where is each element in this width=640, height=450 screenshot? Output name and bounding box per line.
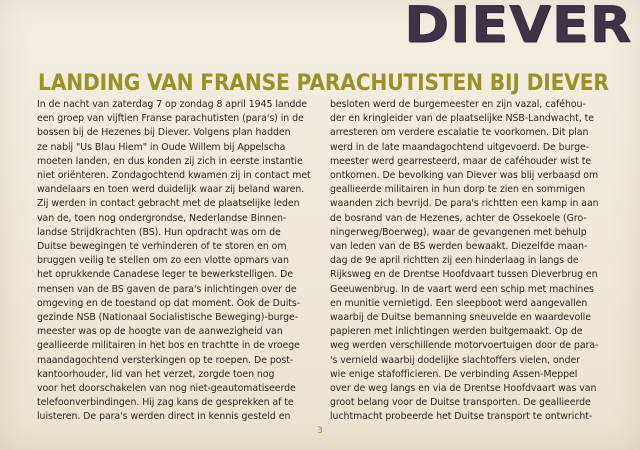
text-line: van de, toen nog ondergrondse, Nederlandse Binnen- bbox=[37, 212, 287, 224]
text-line: weg werden verschillende motorvoertuigen door de para- bbox=[330, 340, 599, 352]
text-line: gezinde NSB (Nationaal Socialistische Beweging)-burge- bbox=[37, 312, 299, 324]
right-text-column bbox=[330, 98, 610, 425]
text-line: een groep van vijftien Franse parachutisten (para's) in de bbox=[37, 113, 304, 125]
text-line: over de weg langs en via de Drentse Hoofdvaart was van bbox=[330, 383, 597, 395]
text-line: In de nacht van zaterdag 7 op zondag 8 april 1945 landde bbox=[37, 99, 307, 110]
text-line: moeten landen, en dus konden zij zich in eerste instantie bbox=[37, 155, 303, 167]
text-line: besloten werd de burgemeester en zijn vazal, caféhou- bbox=[330, 99, 586, 110]
text-line: ontkomen. De bevolking van Diever was blij verbaasd om bbox=[330, 170, 599, 182]
text-line: Rijksweg en de Drentse Hoofdvaart tussen Dieverbrug en bbox=[330, 269, 598, 281]
text-line: werd in de late maandagochtend uitgevoerd. De burge- bbox=[330, 141, 590, 153]
text-line: der en kringleider van de plaatselijke NSB-Landwacht, te bbox=[330, 113, 594, 125]
text-line: geallieerde militairen in het bos en trachtte in de vroege bbox=[37, 340, 300, 352]
text-line: telefoonverbindingen. Hij zag kans de gesprekken af te bbox=[37, 397, 294, 409]
text-line: luisteren. De para's werden direct in kennis gesteld en bbox=[37, 411, 291, 423]
page-number: 3 bbox=[317, 426, 323, 436]
text-line: ze nabij "Us Blau Hiem" in Oude Willem bij Appelscha bbox=[37, 141, 286, 153]
text-line: voor het doorschakelen van nog niet-geautomatiseerde bbox=[37, 383, 296, 395]
text-line: het oprukkende Canadese leger te bewerkstelligen. De bbox=[37, 269, 294, 281]
text-line: waanden zich bevrijd. De para's richtten een kamp in aan bbox=[330, 198, 599, 210]
text-line: geallieerde militairen in hun dorp te zien en sommigen bbox=[330, 184, 586, 196]
article-headline: LANDING VAN FRANSE PARACHUTISTEN BIJ DIEVER bbox=[38, 70, 609, 96]
text-line: Geeuwenbrug. In de vaart werd een schip met machines bbox=[330, 283, 594, 295]
text-line: ningerweg/Boerweg), waar de gevangenen met behulp bbox=[330, 226, 587, 238]
text-line: dag de 9e april richtten zij een hinderlaag in langs de bbox=[330, 255, 579, 267]
masthead-title: DIEVER bbox=[403, 0, 632, 54]
text-line: de bosrand van de Hezenes, achter de Ossekoele (Gro- bbox=[330, 212, 587, 224]
text-line: luchtmacht probeerde het Duitse transport te ontwricht- bbox=[330, 411, 593, 423]
text-line: mensen van de BS gaven de para's inlichtingen over de bbox=[37, 283, 297, 295]
text-line: omgeving en de toestand op dat moment. Ook de Duits- bbox=[37, 297, 301, 309]
text-line: kantoorhouder, lid van het verzet, zorgde toen nog bbox=[37, 368, 275, 380]
text-line: waarbij de Duitse bemanning sneuvelde en waardevolle bbox=[330, 312, 591, 324]
text-line: groot belang voor de Duitse transporten. De geallieerde bbox=[330, 397, 591, 409]
left-text-column bbox=[37, 98, 311, 425]
text-line: landse Strijdkrachten (BS). Hun opdracht was om de bbox=[37, 226, 281, 238]
text-line: Duitse bewegingen te verhinderen of te storen en om bbox=[37, 241, 287, 253]
text-line: 's vernield waarbij dodelijke slachtoffers vielen, onder bbox=[330, 354, 580, 366]
text-line: bruggen veilig te stellen om zo een vlotte opmars van bbox=[37, 255, 289, 267]
text-line: en munitie vernietigd. Een sleepboot werd aangevallen bbox=[330, 297, 588, 309]
text-line: wie enige stafofficieren. De verbinding Assen-Meppel bbox=[330, 368, 578, 380]
text-line: meester werd gearresteerd, maar de caféhouder wist te bbox=[330, 155, 592, 167]
text-line: arresteren om verdere escalatie te voorkomen. Dit plan bbox=[330, 127, 589, 139]
text-line: niet oriënteren. Zondagochtend kwamen zij in contact met bbox=[37, 170, 311, 182]
text-line: meester was op de hoogte van de aanwezigheid van bbox=[37, 326, 283, 338]
text-line: papieren met inlichtingen werden buitgemaakt. Op de bbox=[330, 326, 583, 338]
text-line: wandelaars en toen werd duidelijk waar zij beland waren. bbox=[37, 184, 305, 196]
text-line: van leden van de BS werden bewaakt. Diezelfde maan- bbox=[330, 241, 588, 253]
text-line: bossen bij de Hezenes bij Diever. Volgens plan hadden bbox=[37, 127, 291, 139]
text-line: maandagochtend versterkingen op te roepen. De post- bbox=[37, 354, 294, 366]
text-line: Zij werden in contact gebracht met de plaatselijke leden bbox=[37, 198, 300, 210]
